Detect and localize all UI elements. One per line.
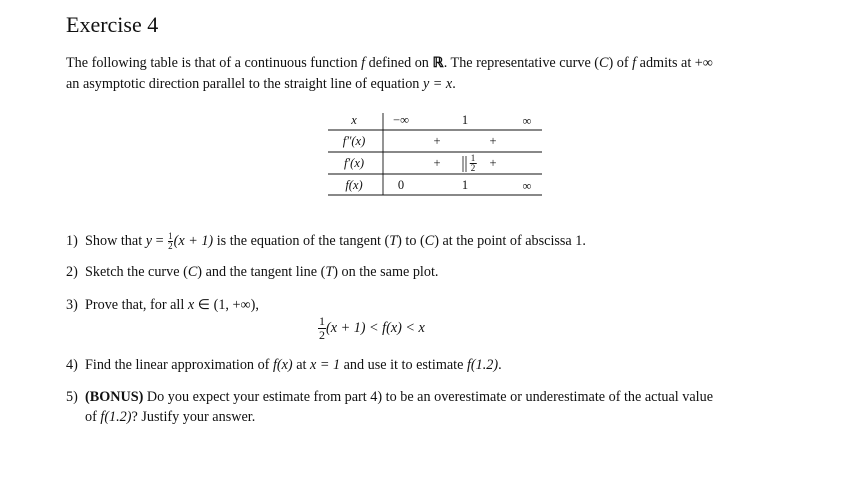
question-3-display-inequality <box>318 315 425 342</box>
math-f-1-2: f(1.2) <box>466 357 499 373</box>
math-x: x <box>187 297 195 313</box>
question-text: . <box>498 357 502 373</box>
f-prime-mid-value <box>470 154 477 173</box>
math-f-1-2: f(1.2) <box>100 409 132 425</box>
question-text: Do you expect your estimate from part 4) to be an overestimate or underestimate of the actual value <box>143 389 713 405</box>
question-body <box>85 231 810 251</box>
intro-text: . <box>452 76 456 92</box>
question-body <box>85 295 810 315</box>
row-label-f-prime: f′(x) <box>343 156 365 170</box>
math-x-equals-1: x = 1 <box>310 357 341 373</box>
f-value-right: ∞ <box>522 179 532 193</box>
exercise-title: Exercise 4 <box>66 12 159 37</box>
intro-line-2 <box>66 74 826 95</box>
question-number: 3) <box>66 297 78 313</box>
question-number: 1) <box>66 233 78 249</box>
intro-text: . The representative curve ( <box>443 55 600 71</box>
math-equals: = <box>152 233 168 249</box>
math-y: y <box>145 233 153 249</box>
math-fx: f(x) <box>272 357 293 373</box>
question-number: 5) <box>66 389 78 405</box>
exercise-intro <box>66 53 826 95</box>
question-body <box>85 262 810 282</box>
fraction-num: 1 <box>168 231 173 242</box>
display-fraction-num: 1 <box>319 314 325 328</box>
intro-text: The following table is that of a continuous function <box>66 55 362 71</box>
question-text: is the equation of the tangent ( <box>213 233 390 249</box>
question-text: of <box>85 409 101 425</box>
question-text: and use it to estimate <box>340 357 467 373</box>
question-text: ? Justify your answer. <box>131 409 256 425</box>
question-text: ) to ( <box>397 233 425 249</box>
f-value-left: 0 <box>397 178 405 192</box>
f-second-sign-left: + <box>433 134 441 148</box>
intro-math-f: f <box>632 55 637 71</box>
row-label-f: f(x) <box>345 178 363 192</box>
intro-text: defined on <box>365 55 433 71</box>
intro-math-f: f <box>361 55 366 71</box>
math-fraction <box>168 232 173 251</box>
intro-text: admits at +∞ <box>636 55 713 71</box>
header-infinity: ∞ <box>522 114 532 128</box>
intro-text: ) of <box>608 55 633 71</box>
bonus-label: (BONUS) <box>85 389 144 405</box>
question-text: Find the linear approximation of <box>85 357 273 373</box>
math-expression: (x + 1) <box>173 233 214 249</box>
row-label-f-second: f″(x) <box>342 134 366 148</box>
question-body <box>85 355 810 375</box>
math-c: C <box>187 264 198 280</box>
fraction-den: 2 <box>168 241 173 252</box>
question-text: Sketch the curve ( <box>85 264 188 280</box>
header-minus-infinity: −∞ <box>393 113 409 127</box>
f-second-sign-right: + <box>489 134 497 148</box>
math-t: T <box>325 264 334 280</box>
question-text: ) at the point of abscissa 1. <box>434 233 586 249</box>
question-number: 2) <box>66 264 78 280</box>
display-inequality-expression: (x + 1) < f(x) < x <box>326 319 425 336</box>
header-one: 1 <box>461 113 469 127</box>
f-prime-sign-right: + <box>489 156 497 170</box>
math-c: C <box>424 233 435 249</box>
question-text: ∈ (1, +∞), <box>194 297 259 313</box>
intro-math-reals: ℝ <box>432 55 444 71</box>
f-value-mid: 1 <box>461 178 469 192</box>
intro-text: an asymptotic direction parallel to the straight line of equation <box>66 76 423 92</box>
question-text: at <box>292 357 310 373</box>
question-text: Show that <box>85 233 146 249</box>
question-text: ) and the tangent line ( <box>197 264 326 280</box>
question-body <box>85 387 810 427</box>
f-prime-mid-den: 2 <box>470 163 476 173</box>
question-text: Prove that, for all <box>85 297 188 313</box>
intro-math-eq: y = x <box>422 76 453 92</box>
intro-math-c: C <box>599 55 609 71</box>
f-prime-sign-left: + <box>433 156 441 170</box>
variation-table <box>328 108 542 196</box>
display-fraction-den: 2 <box>319 328 325 342</box>
question-number: 4) <box>66 357 78 373</box>
math-t: T <box>389 233 398 249</box>
question-text: ) on the same plot. <box>333 264 439 280</box>
row-label-x: x <box>351 113 357 127</box>
f-prime-mid-num: 1 <box>470 153 476 163</box>
intro-line-1 <box>66 53 826 74</box>
display-fraction <box>318 315 326 342</box>
